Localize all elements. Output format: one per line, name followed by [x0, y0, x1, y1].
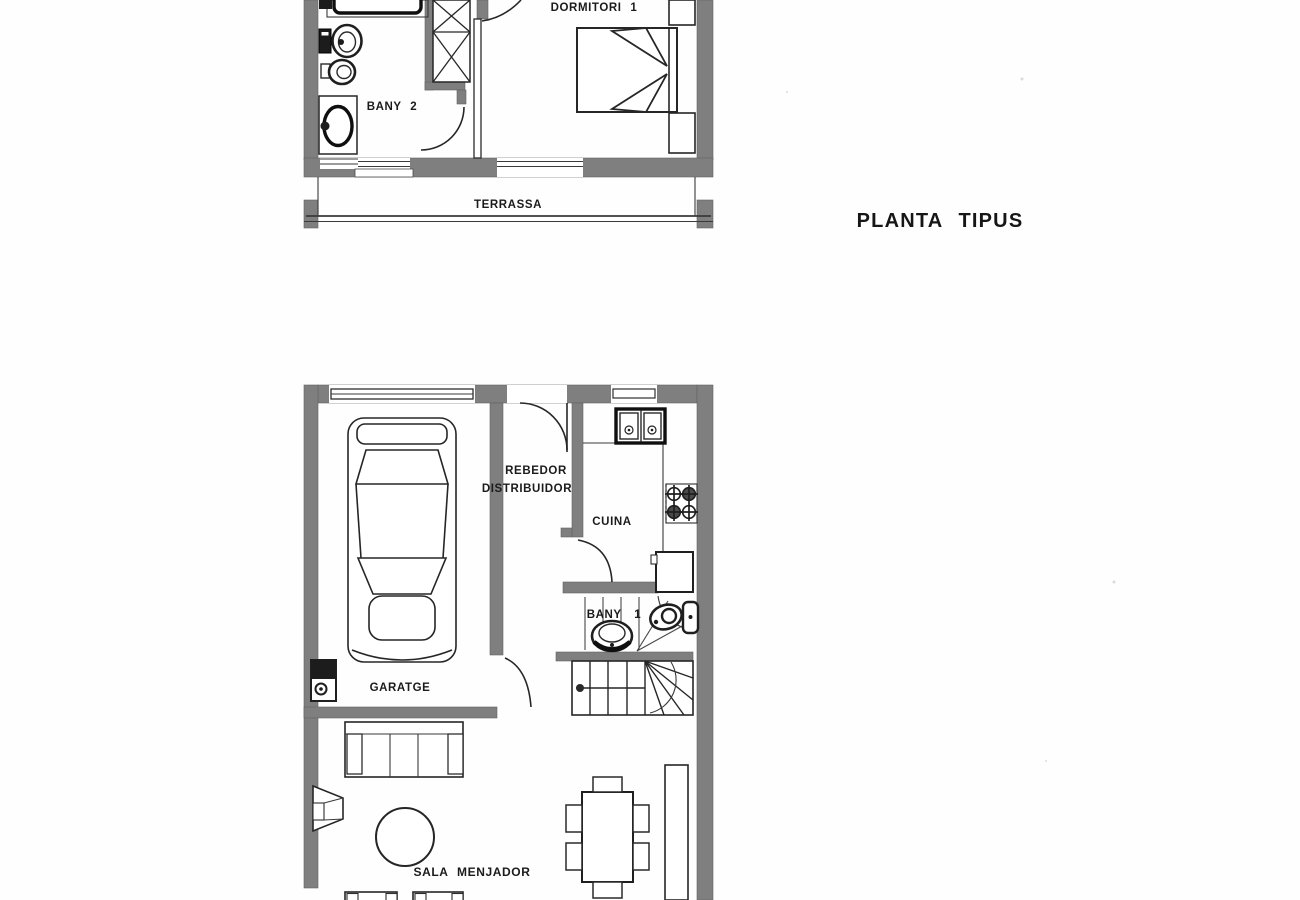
garage-door: [329, 385, 475, 403]
tv: [313, 786, 343, 831]
upper-floor-plan: [304, 0, 713, 228]
window: [497, 158, 583, 177]
wall: [425, 82, 465, 90]
kitchen-door-arc: [578, 540, 612, 582]
toilet: [319, 25, 362, 57]
wall: [304, 0, 318, 160]
stove: [665, 484, 698, 523]
wall: [697, 385, 713, 900]
wall: [457, 90, 466, 104]
room-label-dormitori1: DORMITORI 1: [550, 2, 638, 14]
staircase: [572, 661, 693, 715]
wall: [477, 0, 488, 19]
room-label-terrassa: TERRASSA: [473, 199, 543, 211]
room-label-bany2: BANY 2: [366, 101, 418, 113]
room-label-cuina: CUINA: [592, 516, 632, 528]
living-room-door-arc: [505, 658, 531, 707]
dining-chair: [633, 843, 649, 870]
nightstand: [669, 113, 695, 153]
wall: [561, 528, 572, 537]
kitchen-window: [611, 385, 657, 403]
room-label-sala-menjador: SALA MENJADOR: [413, 865, 531, 879]
room-label-rebedor: REBEDOR: [505, 465, 567, 477]
bath2-door-arc: [421, 107, 464, 150]
kitchen-sink: [616, 409, 665, 443]
wardrobe: [433, 0, 470, 82]
washbasin: [319, 96, 357, 154]
armchair: [345, 892, 397, 900]
dining-chair: [566, 843, 582, 870]
bed: [577, 28, 677, 112]
wall: [572, 403, 583, 537]
window: [355, 158, 413, 177]
room-label-distribuidor: DISTRIBUIDOR: [481, 483, 573, 495]
wall: [304, 707, 497, 718]
armchair: [413, 892, 463, 900]
lower-floor-plan: [304, 385, 713, 900]
wall: [556, 652, 693, 661]
wall: [697, 200, 713, 228]
window: [320, 158, 358, 169]
wall: [563, 582, 658, 593]
wall: [697, 0, 713, 160]
dining-table: [566, 777, 649, 898]
wall: [490, 403, 503, 655]
bidet: [321, 60, 355, 84]
room-label-garatge: GARATGE: [369, 682, 431, 694]
sofa: [345, 722, 463, 777]
fridge: [651, 552, 693, 592]
bathtub: [319, 0, 428, 17]
nightstand: [669, 0, 695, 25]
dining-chair: [593, 777, 622, 792]
round-table: [376, 808, 434, 866]
water-heater: [311, 660, 336, 701]
sideboard: [665, 765, 688, 900]
newel-post: [576, 684, 584, 692]
dining-chair: [633, 805, 649, 832]
entry-door: [507, 385, 567, 452]
room-label-bany1: BANY 1: [586, 609, 642, 621]
scan-artifacts: [786, 78, 1116, 763]
washbasin-bany1: [592, 621, 632, 651]
floor-plan-title: PLANTA TIPUS: [856, 210, 1024, 232]
kitchen-counter: [583, 443, 663, 553]
dining-chair: [566, 805, 582, 832]
wall: [425, 0, 433, 90]
car: [348, 418, 456, 662]
toilet-bany1: [647, 601, 698, 634]
dining-chair: [593, 882, 622, 898]
wall: [304, 200, 318, 228]
partition-wall: [474, 19, 481, 158]
